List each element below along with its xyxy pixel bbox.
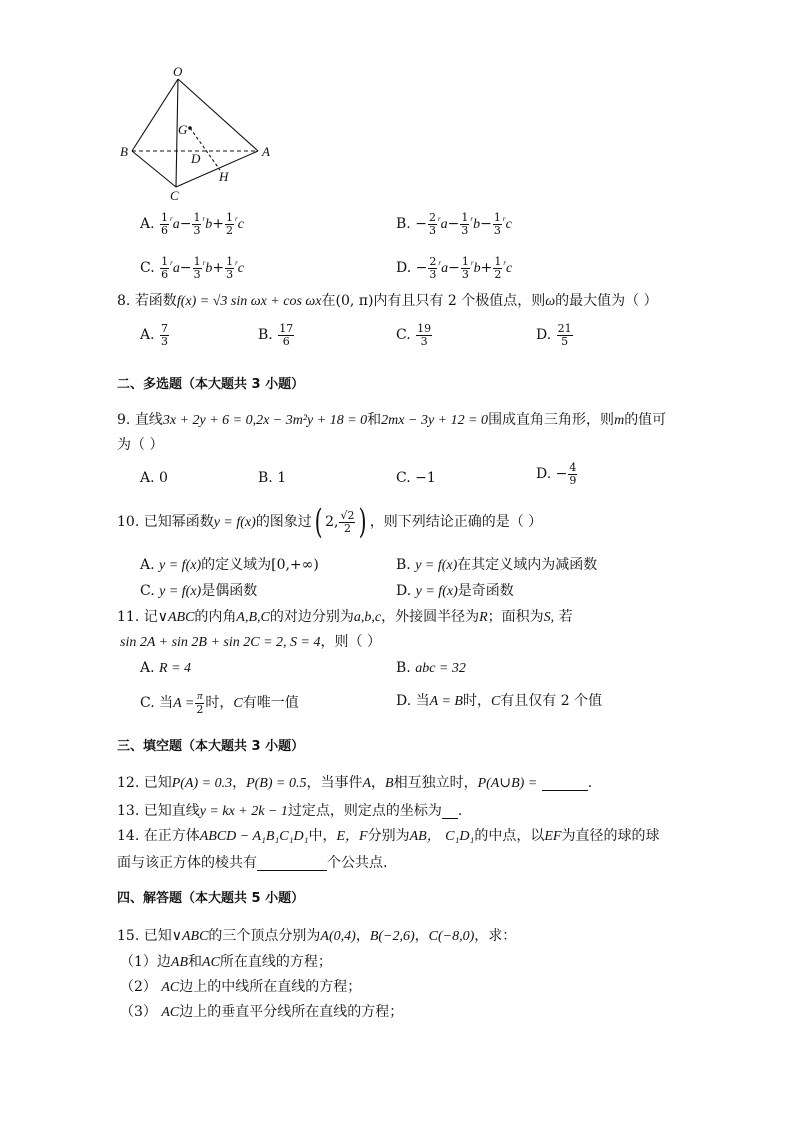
q10-option-d[interactable]: D. y = f(x)是奇函数 — [396, 583, 514, 599]
question-15: 15. 已知∨ABC的三个顶点分别为A(0,4)，B(−2,6)，C(−8,0)，求： — [117, 928, 517, 944]
point-G — [188, 126, 192, 130]
q9-option-a[interactable]: A. 0 — [140, 470, 168, 486]
q10-option-c[interactable]: C. y = f(x)是偶函数 — [140, 583, 258, 599]
question-9: 9. 直线3x + 2y + 6 = 0,2x − 3m²y + 18 = 0和2mx − 3y + 12 = 0围成直角三角形，则m的值可 — [117, 412, 667, 428]
edge-BC — [132, 151, 176, 187]
label-G: G — [178, 122, 188, 137]
q11-option-d[interactable]: D. 当A = B时，C有且仅有 2 个值 — [396, 693, 603, 709]
q11-option-a[interactable]: A. R = 4 — [140, 660, 192, 676]
question-10: 10. 已知幂函数y = f(x)的图象过( 2, $\frac{√2}{2}$ ) ，则下列结论正确的是（ ） — [117, 502, 543, 542]
q8-option-d[interactable]: D. $\frac{21}{5}$ — [536, 322, 572, 348]
label-B: B — [120, 144, 128, 159]
q7-option-b[interactable]: B. − $\frac{2}{3}$ $^r$a− $\frac{1}{3}$ $^r$b− $\frac{1}{3}$ $^r$c — [396, 211, 512, 237]
q9-option-d[interactable]: D. − $\frac{4}{9}$ — [536, 461, 577, 487]
answer-blank[interactable] — [257, 856, 327, 871]
question-9-line2: 为（ ） — [117, 437, 164, 453]
answer-blank[interactable] — [442, 804, 458, 819]
q10-option-a[interactable]: A. y = f(x)的定义域为[0,+∞) — [140, 557, 319, 573]
edge-OA — [178, 79, 258, 151]
question-14: 14. 在正方体ABCD − A₁B₁C₁D₁中，E，F分别为AB， C₁D₁的中点，以EF为直径的球的球 — [117, 828, 660, 844]
label-D: D — [191, 151, 201, 166]
section-fill-in-heading: 三、填空题（本大题共 3 小题） — [117, 739, 305, 754]
label-C: C — [170, 188, 179, 202]
q15-subquestion-3: （3） AC边上的垂直平分线所在直线的方程； — [120, 1004, 404, 1020]
q9-option-b[interactable]: B. 1 — [258, 470, 287, 486]
q8-option-a[interactable]: A. $\frac{7}{3}$ — [140, 322, 169, 348]
q8-option-b[interactable]: B. $\frac{17}{6}$ — [258, 322, 294, 348]
q7-option-a[interactable]: A. $\frac{1}{6}$ $^r$a− $\frac{1}{3}$ $^r$b+ $\frac{1}{2}$ $^r$c — [140, 211, 244, 237]
q15-subquestion-2: （2） AC边上的中线所在直线的方程； — [120, 979, 362, 995]
tetrahedron-figure — [110, 62, 280, 202]
q15-subquestion-1: （1）边AB和AC所在直线的方程； — [120, 954, 332, 970]
q9-option-c[interactable]: C. −1 — [396, 470, 436, 486]
section-solution-heading: 四、解答题（本大题共 5 小题） — [117, 891, 305, 906]
question-11: 11. 记∨ABC的内角A,B,C的对边分别为a,b,c，外接圆半径为R；面积为S, 若 — [117, 609, 573, 625]
label-A: A — [262, 144, 270, 159]
edge-OB — [132, 79, 178, 151]
q7-option-d[interactable]: D. − $\frac{2}{3}$ $^r$a− $\frac{1}{3}$ $^r$b+ $\frac{1}{2}$ $^r$c — [396, 255, 513, 281]
edge-CA — [176, 151, 258, 187]
section-multiple-choice-heading: 二、多选题（本大题共 3 小题） — [117, 377, 305, 392]
q11-option-c[interactable]: C. 当A = $\frac{\pi}{2}$ 时，C有唯一值 — [140, 690, 299, 716]
q10-option-b[interactable]: B. y = f(x)在其定义域内为减函数 — [396, 557, 598, 573]
question-11-line2: sin 2A + sin 2B + sin 2C = 2, S = 4，则（ ） — [120, 634, 381, 650]
q11-option-b[interactable]: B. abc = 32 — [396, 660, 466, 676]
label-O: O — [173, 64, 183, 79]
q8-option-c[interactable]: C. $\frac{19}{3}$ — [396, 322, 432, 348]
question-12: 12. 已知P(A) = 0.3，P(B) = 0.5，当事件A，B相互独立时，P(A∪B) = . — [117, 775, 593, 791]
answer-blank[interactable] — [542, 776, 588, 791]
question-13: 13. 已知直线y = kx + 2k − 1过定点，则定点的坐标为 . — [117, 803, 463, 819]
question-14-line2: 面与该正方体的棱共有 个公共点. — [117, 855, 388, 871]
question-8: 8. 若函数f(x) = √3 sin ωx + cos ωx在(0, π)内有且只有 2 个极值点，则ω的最大值为（ ） — [117, 293, 658, 309]
label-H: H — [219, 169, 229, 184]
q7-option-c[interactable]: C. $\frac{1}{6}$ $^r$a− $\frac{1}{3}$ $^r$b+ $\frac{1}{3}$ $^r$c — [140, 255, 245, 281]
